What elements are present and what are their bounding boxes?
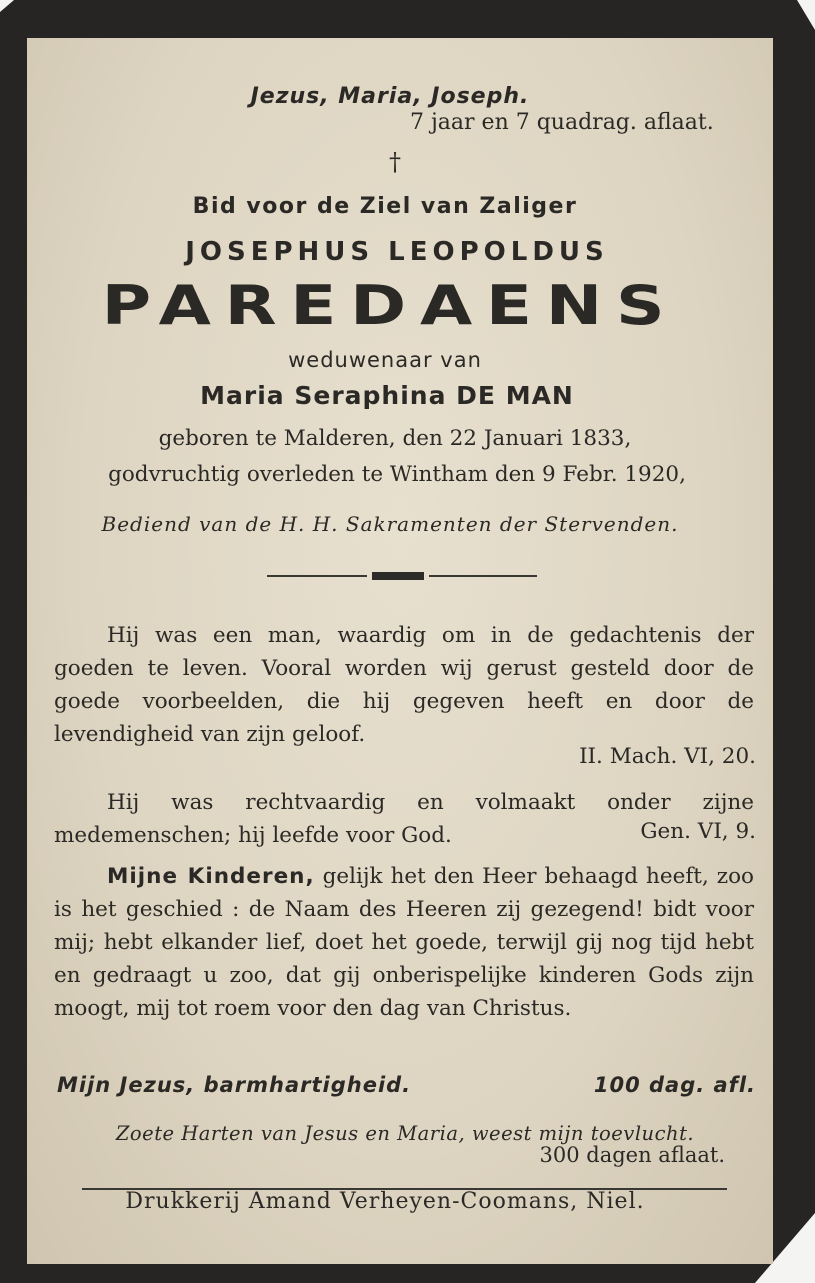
sacraments-line: Bediend van de H. H. Sakramenten der Stervenden.: [101, 512, 679, 536]
relation: weduwenaar van: [288, 348, 482, 372]
verse-reference-2: Gen. VI, 9.: [640, 819, 756, 844]
invocation: Jezus, Maria, Joseph.: [250, 84, 530, 109]
ejaculation-indulgence: 100 dag. afl.: [593, 1073, 756, 1097]
printer-line: Drukkerij Amand Verheyen-Coomans, Niel.: [125, 1189, 645, 1214]
verse-paragraph-3: [54, 860, 754, 1025]
death-line: godvruchtig overleden te Wintham den 9 Febr. 1920,: [108, 462, 686, 487]
hearts-indulgence: 300 dagen aflaat.: [539, 1143, 725, 1167]
surname: PAREDAENS: [101, 274, 679, 337]
verse-3-lead: Mijne Kinderen,: [107, 864, 315, 889]
prayer-line: Bid voor de Ziel van Zaliger: [192, 194, 578, 219]
card-paper: [27, 38, 773, 1264]
verse-3-text: gelijk het den Heer behaagd heeft, zoo is het geschied : de Naam des Heeren zij gezegend! bidt voor mij; hebt elkander lief, doet het goede, terwijl gij nog tijd hebt en gedraagt u zoo, dat gij onberispelijke kinderen Gods zijn moogt, mij tot roem voor den dag van Christus.: [54, 864, 754, 1021]
ejaculation: Mijn Jezus, barmhartigheid.: [57, 1073, 412, 1097]
cross-icon: †: [389, 148, 401, 176]
given-names: JOSEPHUS LEOPOLDUS: [185, 237, 609, 267]
verse-reference-1: II. Mach. VI, 20.: [579, 744, 756, 769]
hearts-prayer: Zoete Harten van Jesus en Maria, weest mijn toevlucht.: [115, 1122, 695, 1145]
verse-paragraph-2: Hij was rechtvaardig en volmaakt onder zijne medemenschen; hij leefde voor God.: [54, 790, 754, 848]
divider-right: [429, 575, 537, 577]
spouse-name: Maria Seraphina DE MAN: [200, 381, 574, 410]
worn-corner-top-left: [0, 0, 14, 12]
divider-left: [267, 575, 367, 577]
indulgence-header: 7 jaar en 7 quadrag. aflaat.: [410, 110, 714, 135]
divider-ornament: [372, 572, 424, 580]
birth-line: geboren te Malderen, den 22 Januari 1833,: [158, 426, 632, 451]
worn-corner-top-right: [797, 0, 815, 30]
verse-paragraph-1: Hij was een man, waardig om in de gedachtenis der goeden te leven. Vooral worden wij gerust gesteld door de goede voorbeelden, die hij gegeven heeft en door de levendigheid van zijn geloof.: [54, 623, 754, 747]
